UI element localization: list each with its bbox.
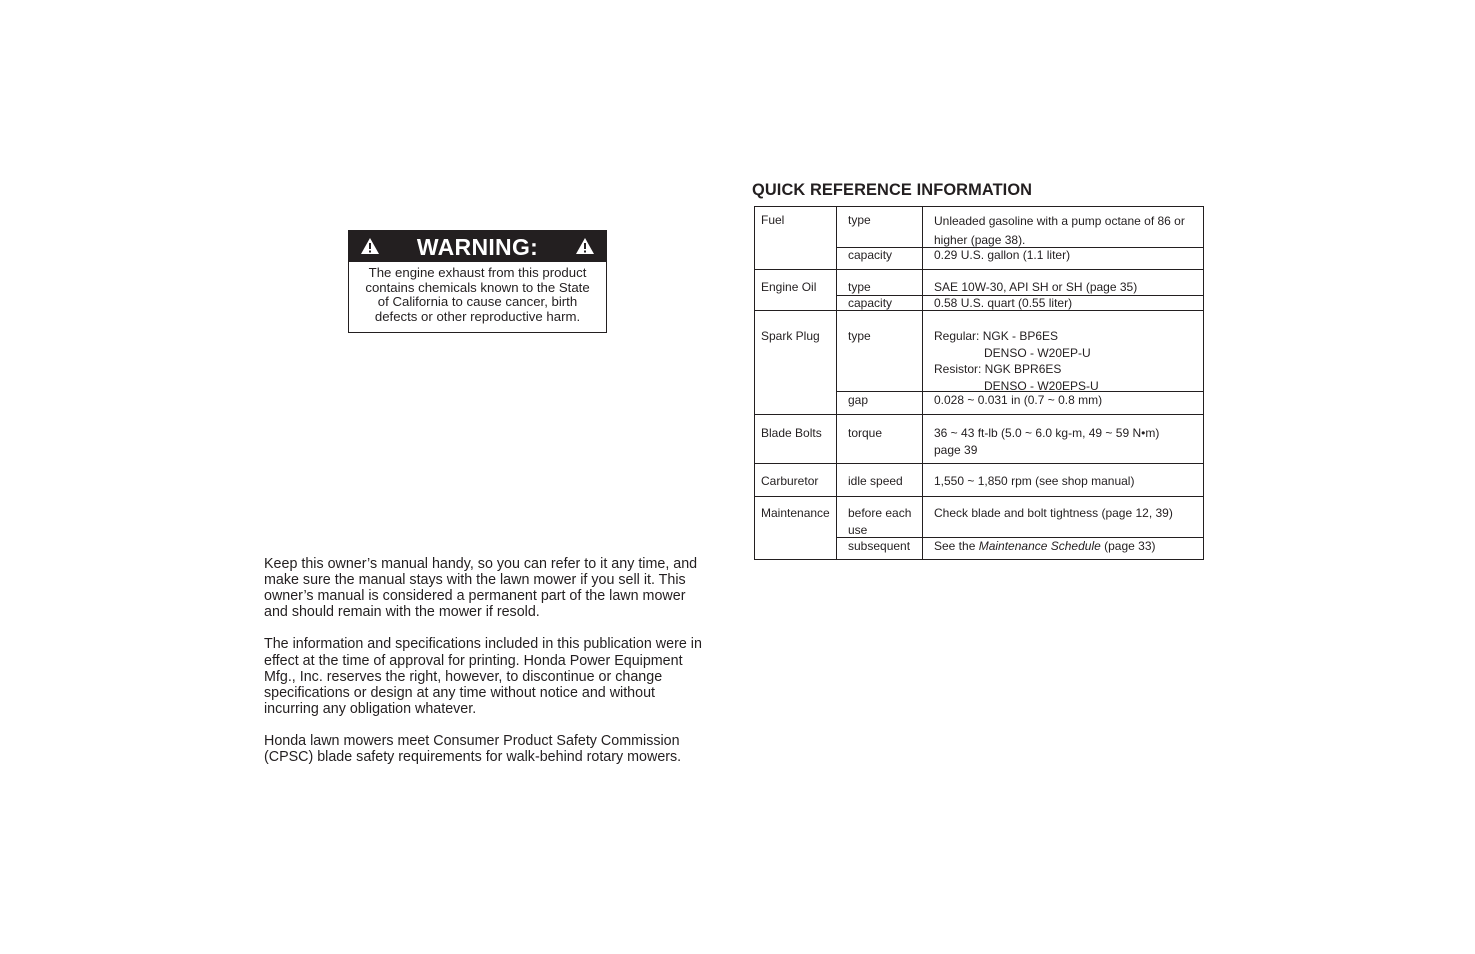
warning-box: [348, 230, 607, 333]
blade-bolts-torque-spec: 36 ~ 43 ft-lb (5.0 ~ 6.0 kg-m, 49 ~ 59 N•m): [934, 426, 1160, 440]
spark-plug-resistor-ngk: Resistor: NGK BPR6ES: [934, 362, 1062, 376]
section-divider: [755, 463, 1203, 464]
subsequent-prefix: See the: [934, 539, 979, 553]
warning-triangle-icon: [575, 237, 595, 255]
fuel-label: Fuel: [761, 213, 785, 227]
spark-plug-label: Spark Plug: [761, 329, 820, 343]
fuel-capacity-label: capacity: [848, 248, 893, 262]
engine-oil-label: Engine Oil: [761, 280, 817, 294]
blade-bolts-torque-value: [928, 425, 1200, 458]
maintenance-subsequent-value: [928, 538, 1200, 555]
maintenance-before-value: Check blade and bolt tightness (page 12, 39): [934, 506, 1173, 520]
fuel-type-label: type: [848, 213, 871, 227]
maintenance-schedule-ref: Maintenance Schedule: [978, 539, 1101, 553]
paragraph-cpsc: Honda lawn mowers meet Consumer Product Safety Commission (CPSC) blade safety requirements for walk-behind rotary mowers.: [264, 733, 682, 766]
spark-plug-resistor-denso: DENSO - W20EPS-U: [984, 378, 1099, 393]
spark-plug-gap-value: 0.028 ~ 0.031 in (0.7 ~ 0.8 mm): [934, 393, 1103, 407]
quick-reference-table: [754, 206, 1204, 560]
fuel-capacity-value: 0.29 U.S. gallon (1.1 liter): [934, 248, 1071, 262]
engine-oil-type-value: SAE 10W-30, API SH or SH (page 35): [934, 280, 1138, 294]
quick-reference-title: QUICK REFERENCE INFORMATION: [752, 181, 1033, 199]
spark-plug-type-label: type: [848, 329, 871, 343]
carburetor-idle-label: idle speed: [848, 474, 903, 488]
maintenance-label: Maintenance: [761, 506, 830, 520]
engine-oil-capacity-label: capacity: [848, 296, 893, 310]
section-divider: [755, 496, 1203, 497]
paragraph-manual-handy: Keep this owner’s manual handy, so you can refer to it any time, and make sure the manual stays with the lawn mower if you sell it. This owner’s manual is considered a permanent part of the lawn mower and should remain with the mower if resold.: [264, 556, 698, 621]
warning-title: WARNING:: [416, 234, 539, 260]
engine-oil-capacity-value: 0.58 U.S. quart (0.55 liter): [934, 296, 1073, 310]
maintenance-before-label: before each use: [848, 506, 912, 537]
maintenance-subsequent-label: subsequent: [848, 539, 911, 553]
spark-plug-gap-label: gap: [848, 393, 869, 407]
section-divider: [755, 414, 1203, 415]
spark-plug-regular-denso: DENSO - W20EP-U: [984, 345, 1091, 360]
warning-text: The engine exhaust from this product contains chemicals known to the State of California to cause cancer, birth defects or other reproductive harm.: [365, 265, 590, 324]
paragraph-specifications: The information and specifications included in this publication were in effect at the time of approval for printing. Honda Power Equipment Mfg., Inc. reserves the right, however, to discontinue or change specifications or design at any time without notice and without incurring any obligation whatever.: [264, 636, 702, 717]
carburetor-label: Carburetor: [761, 474, 819, 488]
section-divider: [755, 269, 1203, 270]
spark-plug-type-values: [928, 328, 1200, 394]
spark-plug-regular-ngk: Regular: NGK - BP6ES: [934, 329, 1059, 343]
column-divider: [836, 207, 837, 559]
carburetor-idle-value: 1,550 ~ 1,850 rpm (see shop manual): [934, 474, 1135, 488]
blade-bolts-torque-page: page 39: [934, 442, 978, 457]
subsequent-suffix: (page 33): [1100, 539, 1156, 553]
engine-oil-type-label: type: [848, 280, 871, 294]
blade-bolts-torque-label: torque: [848, 426, 883, 440]
warning-header: [349, 231, 606, 262]
fuel-type-value: Unleaded gasoline with a pump octane of 86 or higher (page 38).: [934, 214, 1185, 247]
manual-notice-text: [264, 556, 704, 781]
blade-bolts-label: Blade Bolts: [761, 426, 822, 440]
column-divider: [922, 207, 923, 559]
